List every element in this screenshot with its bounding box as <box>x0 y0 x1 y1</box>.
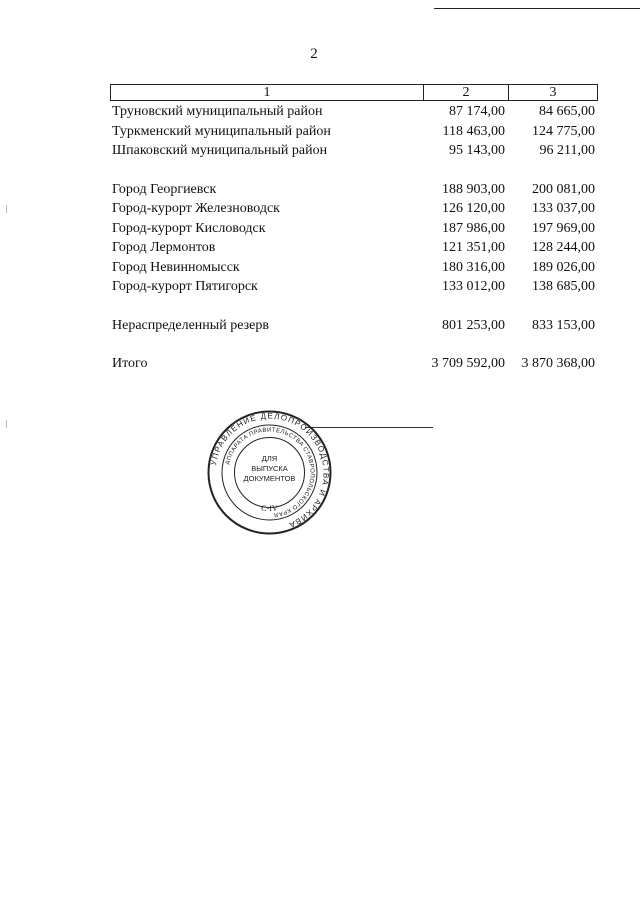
column-header-3: 3 <box>549 85 557 100</box>
row-value-col2: 801 253,00 <box>442 318 505 333</box>
row-value-col2: 118 463,00 <box>442 124 505 139</box>
table-row <box>112 219 596 239</box>
row-value-col3: 833 153,00 <box>532 318 595 333</box>
total-row <box>112 354 596 374</box>
row-value-col2: 126 120,00 <box>442 201 505 216</box>
row-name: Нераспределенный резерв <box>112 318 269 333</box>
row-value-col3: 189 026,00 <box>532 260 595 275</box>
row-value-col2: 95 143,00 <box>449 143 505 158</box>
row-name: Труновский муниципальный район <box>112 104 323 119</box>
row-value-col3: 138 685,00 <box>532 279 595 294</box>
row-name: Город Невинномысск <box>112 260 240 275</box>
stamp-code: С-IV <box>261 504 278 513</box>
row-value-col2: 121 351,00 <box>442 240 505 255</box>
row-value-col2: 187 986,00 <box>442 221 505 236</box>
row-name: Туркменский муниципальный район <box>112 124 331 139</box>
table-header-row <box>110 84 598 101</box>
total-value-col2: 3 709 592,00 <box>431 356 505 371</box>
margin-mark <box>6 420 7 428</box>
row-value-col3: 128 244,00 <box>532 240 595 255</box>
row-name: Город-курорт Пятигорск <box>112 279 258 294</box>
table-row <box>112 238 596 258</box>
top-rule <box>434 8 640 9</box>
row-name: Город Лермонтов <box>112 240 216 255</box>
row-value-col3: 133 037,00 <box>532 201 595 216</box>
official-stamp <box>207 410 332 535</box>
table-row <box>112 122 596 142</box>
row-value-col2: 188 903,00 <box>442 182 505 197</box>
table-row <box>112 277 596 297</box>
margin-mark <box>6 205 7 213</box>
row-value-col3: 124 775,00 <box>532 124 595 139</box>
table-row <box>112 316 596 336</box>
page-number: 2 <box>310 46 318 62</box>
table-row <box>112 258 596 278</box>
total-label: Итого <box>112 356 148 371</box>
row-value-col3: 200 081,00 <box>532 182 595 197</box>
row-value-col2: 87 174,00 <box>449 104 505 119</box>
table-row <box>112 199 596 219</box>
row-value-col3: 197 969,00 <box>532 221 595 236</box>
table-row <box>112 102 596 122</box>
row-name: Шпаковский муниципальный район <box>112 143 328 158</box>
row-value-col2: 133 012,00 <box>442 279 505 294</box>
stamp-inner-text: АППАРАТА ПРАВИТЕЛЬСТВА СТАВРОПОЛЬСКОГО КРАЯ <box>225 427 315 518</box>
row-value-col3: 96 211,00 <box>539 143 595 158</box>
column-header-2: 2 <box>424 85 509 100</box>
table-row <box>112 141 596 161</box>
row-value-col3: 84 665,00 <box>539 104 595 119</box>
table-row <box>112 180 596 200</box>
stamp-outer-text: УПРАВЛЕНИЕ ДЕЛОПРОИЗВОДСТВА И АРХИВА <box>208 411 331 530</box>
stamp-center-line-3: ДОКУМЕНТОВ <box>243 474 296 483</box>
column-header-1: 1 <box>111 85 424 100</box>
stamp-center-line-2: ВЫПУСКА <box>251 464 288 473</box>
row-name: Город-курорт Кисловодск <box>112 221 266 236</box>
total-value-col3: 3 870 368,00 <box>521 356 595 371</box>
row-name: Город-курорт Железноводск <box>112 201 280 216</box>
row-value-col2: 180 316,00 <box>442 260 505 275</box>
stamp-center-line-1: ДЛЯ <box>261 454 278 463</box>
row-name: Город Георгиевск <box>112 182 217 197</box>
